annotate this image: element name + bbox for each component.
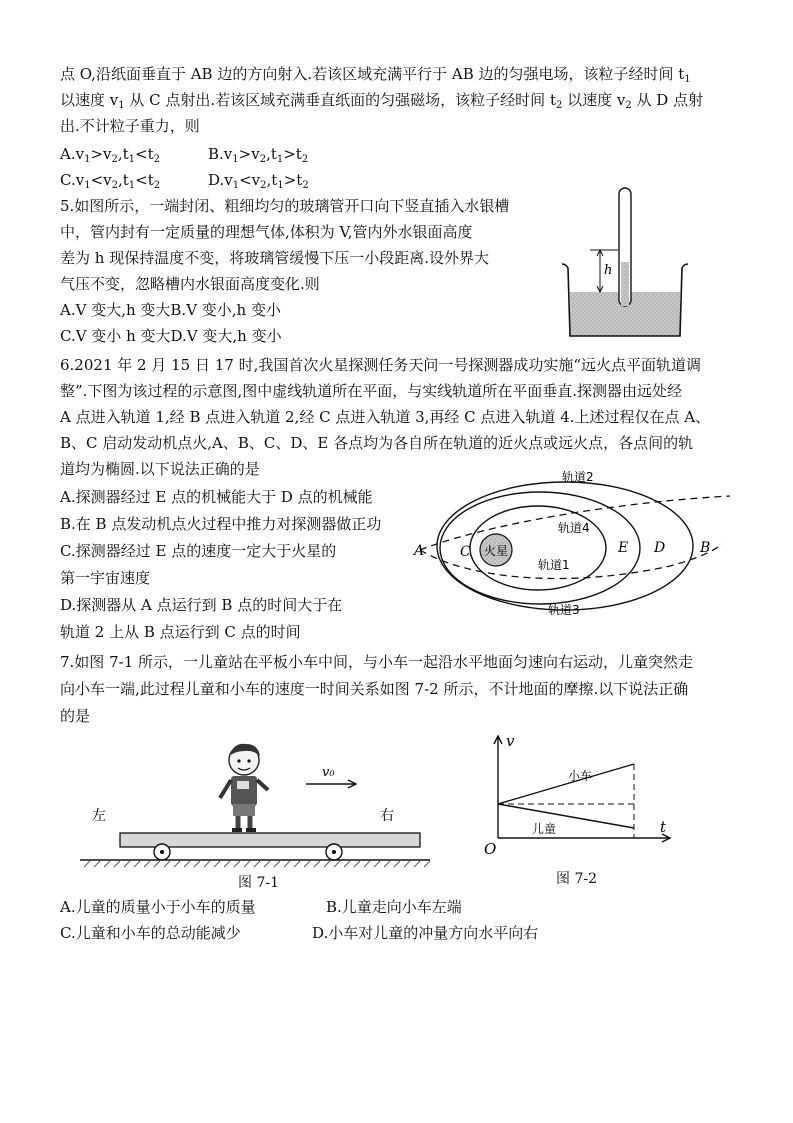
fig-7-1-cart xyxy=(78,738,438,868)
q6-text-line-5: 道均为椭圆.以下说法正确的是 xyxy=(60,460,260,478)
right-label: 右 xyxy=(380,808,394,824)
child-velocity-line xyxy=(498,804,634,828)
q4-text-line-3: 出.不计粒子重力，则 xyxy=(60,117,200,135)
tube-mercury xyxy=(621,262,629,306)
mars-label: 火星 xyxy=(483,544,509,558)
left-label: 左 xyxy=(92,808,106,824)
q4-text-line-2: 以速度 $v_1$ 从 C 点射出.若该区域充满垂直纸面的匀强磁场，该粒子经时间 $t_2$ 以速度 $v_2$ 从 D 点射 xyxy=(60,91,704,111)
q5-text-line-4: 气压不变，忽略槽内水银面高度变化.则 xyxy=(60,275,320,293)
point-d-label: D xyxy=(654,540,666,556)
q4-option-b[interactable]: $B.v_1>v_2,t_1>t_2$ xyxy=(208,145,309,165)
q6-option-c-cont: 第一宇宙速度 xyxy=(60,569,151,587)
q4-text-line-1: 点 O,沿纸面垂直于 AB 边的方向射入.若该区域充满平行于 AB 边的匀强电场，该粒子经时间 $t_1$ xyxy=(60,65,691,85)
q5-text-line-2: 中，管内封有一定质量的理想气体,体积为 V,管内外水银面高度 xyxy=(60,223,473,241)
q4-option-d[interactable]: $D.v_1<v_2,t_1>t_2$ xyxy=(208,171,309,191)
q5-text-line-1: 5.如图所示，一端封闭、粗细均匀的玻璃管开口向下竖直插入水银槽 xyxy=(60,197,510,215)
orbit-3-label: 轨道3 xyxy=(548,603,580,617)
q6-text-line-1: 6.2021 年 2 月 15 日 17 时,我国首次火星探测任务天问一号探测器成功实施“远火点平面轨道调 xyxy=(60,356,702,374)
q7-text-line-1: 7.如图 7-1 所示，一儿童站在平板小车中间，与小车一起沿水平地面匀速向右运动，儿童突然走 xyxy=(60,653,694,671)
child-line-label: 儿童 xyxy=(532,822,557,836)
car-line-label: 小车 xyxy=(568,769,593,783)
q6-text-line-3: A 点进入轨道 1,经 B 点进入轨道 2,经 C 点进入轨道 3,再经 C 点进入轨道 4.上述过程仅在点 A、 xyxy=(60,408,711,426)
q6-option-a[interactable]: A.探测器经过 E 点的机械能大于 D 点的机械能 xyxy=(60,488,373,506)
q7-option-a[interactable]: A.儿童的质量小于小车的质量 xyxy=(60,898,256,916)
t-axis-label: t xyxy=(660,818,667,836)
q5-option-cd[interactable]: C.V 变小 h 变大D.V 变大,h 变小 xyxy=(60,327,282,345)
q4-option-a[interactable]: $A.v_1>v_2,t_1<t_2$ xyxy=(60,145,161,165)
fig-7-1-caption: 图 7-1 xyxy=(238,875,279,891)
q7-option-d[interactable]: D.小车对儿童的冲量方向水平向右 xyxy=(312,924,539,942)
q6-option-d[interactable]: D.探测器从 A 点运行到 B 点的时间大于在 xyxy=(60,596,343,614)
child-figure xyxy=(220,744,268,832)
orbit-4-label: 轨道4 xyxy=(558,521,590,535)
q7-option-c[interactable]: C.儿童和小车的总动能减少 xyxy=(60,924,241,942)
orbit-1-label: 轨道1 xyxy=(538,558,570,572)
point-c-label: C xyxy=(460,544,471,560)
point-b-label: B xyxy=(700,540,711,556)
q6-option-b[interactable]: B.在 B 点发动机点火过程中推力对探测器做正功 xyxy=(60,515,382,533)
q4-option-c[interactable]: $C.v_1<v_2,t_1<t_2$ xyxy=(60,171,161,191)
q6-option-c[interactable]: C.探测器经过 E 点的速度一定大于火星的 xyxy=(60,542,337,560)
v-axis-label: v xyxy=(506,732,515,750)
q5-text-line-3: 差为 h 现保持温度不变，将玻璃管缓慢下压一小段距离.设外界大 xyxy=(60,249,489,267)
origin-label: O xyxy=(484,840,497,858)
fig-7-2-vt-graph xyxy=(480,730,680,860)
h-label: h xyxy=(604,263,613,278)
q5-mercury-figure xyxy=(560,186,690,346)
car-velocity-line xyxy=(498,764,634,804)
q6-option-d-cont: 轨道 2 上从 B 点运行到 C 点的时间 xyxy=(60,623,301,641)
q7-text-line-2: 向小车一端,此过程儿童和小车的速度一时间关系如图 7-2 所示，不计地面的摩擦.以下说法正确 xyxy=(60,680,689,698)
q6-text-line-2: 整”.下图为该过程的示意图,图中虚线轨道所在平面，与实线轨道所在平面垂直.探测器由远处经 xyxy=(60,382,682,400)
point-e-label: E xyxy=(618,540,629,556)
q7-text-line-3: 的是 xyxy=(60,707,91,725)
orbit-2-label: 轨道2 xyxy=(562,470,594,484)
q6-orbit-figure xyxy=(410,470,740,620)
point-a-label: A xyxy=(414,543,425,559)
fig-7-2-caption: 图 7-2 xyxy=(556,871,597,887)
q7-option-b[interactable]: B.儿童走向小车左端 xyxy=(326,898,462,916)
v0-label: v₀ xyxy=(322,765,335,780)
q6-text-line-4: B、C 启动发动机点火,A、B、C、D、E 各点均为各自所在轨道的近火点或远火点，各点间的轨 xyxy=(60,434,694,452)
q5-option-ab[interactable]: A.V 变大,h 变大B.V 变小,h 变小 xyxy=(60,301,281,319)
